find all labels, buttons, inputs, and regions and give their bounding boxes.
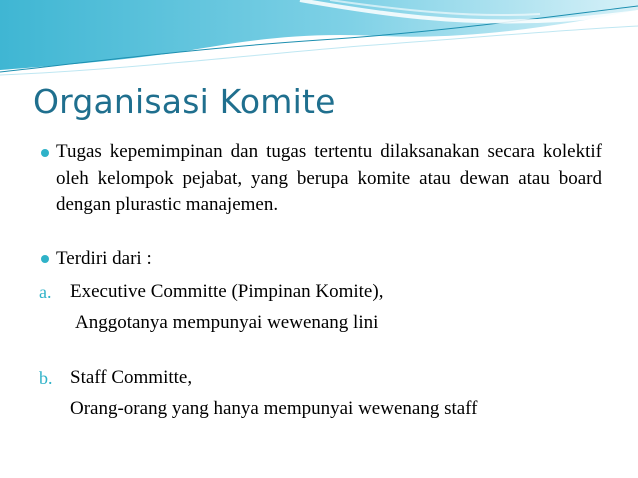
slide-title: Organisasi Komite xyxy=(33,82,336,121)
list-heading-staff: Staff Committe, xyxy=(70,367,193,388)
bullet-text-terdiri: Terdiri dari : xyxy=(56,248,152,269)
list-detail-executive: Anggotanya mempunyai wewenang lini xyxy=(75,312,379,333)
bullet-text-tugas: Tugas kepemimpinan dan tugas tertentu dilaksanakan secara kolektif oleh kelompok pejabat, yang berupa komite atau dewan atau board dengan plurastic manajemen. xyxy=(56,141,602,215)
list-marker-b: b. xyxy=(39,368,53,388)
bullet-icon xyxy=(41,255,49,263)
list-heading-executive: Executive Committe (Pimpinan Komite), xyxy=(70,281,384,302)
list-marker-a: a. xyxy=(39,282,52,302)
bullet-icon xyxy=(41,149,49,157)
list-detail-staff: Orang-orang yang hanya mempunyai wewenang staff xyxy=(70,398,478,419)
